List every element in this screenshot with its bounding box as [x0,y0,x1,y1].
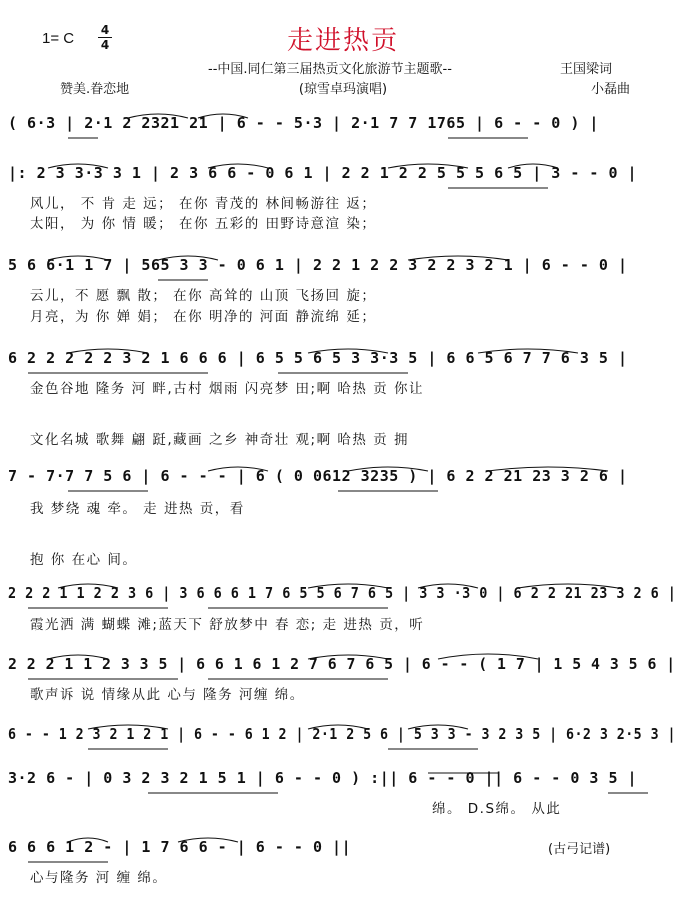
notation-row: 3·2 6 - | 0 3 2 3 2 1 5 1 | 6 - - 0 ) :|| 6 - - 0 || 6 - - 0 3 5 | [8,765,678,795]
notation-row: ( 6·3 | 2·1 2 2321 21 | 6 - - 5·3 | 2·1 7 7 1765 | 6 - - 0 ) | [8,110,678,140]
lyric-line: 金色谷地 隆务 河 畔,古村 烟雨 闪亮梦 田;啊 哈热 贡 你让 [30,381,424,397]
performance-style: 赞美.眷恋地 [60,82,130,97]
lyric-line: 风儿， 不 肯 走 远； 在你 青茂的 林间畅游往 返； [30,196,377,212]
transcriber-credit: (古弓记谱) [548,842,611,857]
lyric-line: 太阳， 为 你 情 暖； 在你 五彩的 田野诗意渲 染； [30,216,377,232]
lyric-line: 月亮，为 你 婵 娟； 在你 明净的 河面 静流绵 延； [30,309,377,325]
notation-row: 7 - 7·7 7 5 6 | 6 - - - | 6 ( 0 0612 3235 ) | 6 2 2 21 23 3 2 6 | [8,463,678,493]
notation-row: 2 2 2 1 1 2 3 3 5 | 6 6 1 6 1 2 7 6 7 6 5 | 6 - - ( 1 7 | 1 5 4 3 5 6 | [8,651,678,681]
notation-row: 6 6 6 1 2 - | 1 7 6 6 - | 6 - - 0 || [8,834,678,864]
composer-credit: 小磊曲 [591,82,631,97]
song-subtitle: --中国.同仁第三届热贡文化旅游节主题歌-- [208,62,452,77]
time-signature-bottom: 4 [100,38,110,52]
lyric-line: 文化名城 歌舞 翩 跹,藏画 之乡 神奇壮 观;啊 哈热 贡 拥 [30,432,409,448]
lyric-line: 霞光洒 满 蝴蝶 滩;蓝天下 舒放梦中 春 恋; 走 进热 贡，听 [30,617,425,633]
notation-row: 5 6 6·1 1 7 | 565 3 3 - 0 6 1 | 2 2 1 2 2 3 2 2 3 2 1 | 6 - - 0 | [8,252,678,282]
notation-row: 6 2 2 2 2 2 3 2 1 6 6 6 | 6 5 5 6 5 3 3·3 5 | 6 6 5 6 7 7 6 3 5 | [8,345,678,375]
lyric-line: 云儿，不 愿 飘 散； 在你 高耸的 山顶 飞扬回 旋； [30,288,377,304]
lyricist-credit: 王国梁词 [560,62,613,77]
lyric-line: 心与隆务 河 缠 绵。 [30,870,168,886]
lyric-line: 抱 你 在心 间。 [30,552,138,568]
time-signature-top: 4 [100,23,110,37]
notation-row: |: 2 3 3·3 3 1 | 2 3 6 6 - 0 6 1 | 2 2 1 2 2 5 5 5 6 5 | 3 - - 0 | [8,160,678,190]
notation-row: 2 2 2 1 1 2 2 3 6 | 3 6 6 6 1 7 6 5 5 6 7 6 5 | 3 3 ·3 0 | 6 2 2 21 23 3 2 6 | [8,580,678,610]
key-signature: 1= C [42,30,75,47]
lyric-line: 绵。 D.S绵。 从此 [432,801,562,817]
song-title: 走进热贡 [286,26,399,56]
notation-row: 6 - - 1 2 3 2 1 2 1 | 6 - - 6 1 2 | 2·1 2 5 6 | 5 3 3 - 3 2 3 5 | 6·2 3 2·5 3 | [8,721,678,751]
lyric-line: 我 梦绕 魂 牵。 走 进热 贡，看 [30,501,245,517]
lyric-line: 歌声诉 说 情缘从此 心与 隆务 河缠 绵。 [30,687,305,703]
singer-credit: (琼雪卓玛演唱) [298,82,388,97]
